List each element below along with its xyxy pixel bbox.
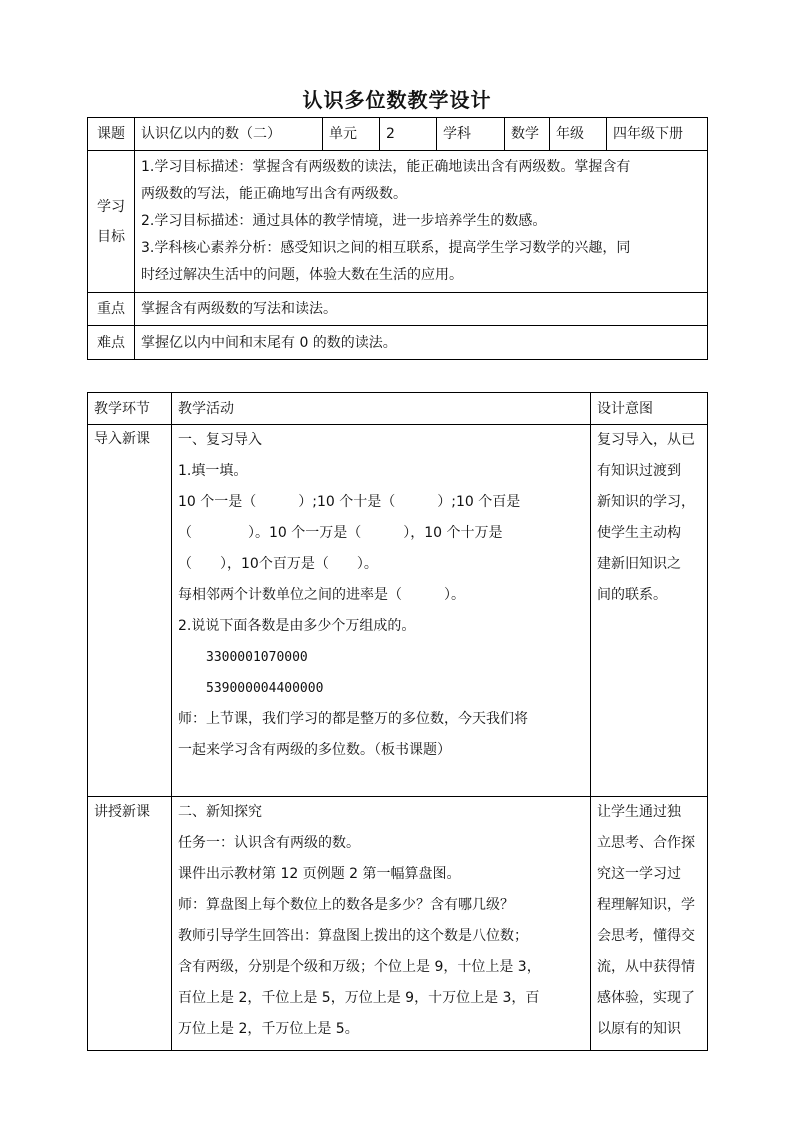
intent-line: 会思考，懂得交 xyxy=(597,928,695,944)
difficulty-value: 掌握亿以内中间和末尾有 0 的数的读法。 xyxy=(135,326,708,360)
intent-line: 新知识的学习， xyxy=(597,494,695,510)
lesson-plan-table xyxy=(87,392,708,1051)
goal-line: 1.学习目标描述：掌握含有两级数的读法，能正确地读出含有两级数。掌握含有 xyxy=(141,159,631,175)
activity-line: 师：算盘图上每个数位上的数各是多少？含有哪几级？ xyxy=(178,897,514,913)
intent-line: 间的联系。 xyxy=(597,587,667,603)
number-item: 1070000 xyxy=(252,650,308,665)
intent-line: 建新旧知识之 xyxy=(597,556,681,572)
grade-label: 年级 xyxy=(550,118,607,151)
subject-label: 学科 xyxy=(437,118,505,151)
goal-line: 两级数的写法，能正确地写出含有两级数。 xyxy=(141,186,407,202)
activity-line: 2.说说下面各数是由多少个万组成的。 xyxy=(178,618,416,634)
intent-line: 感体验，实现了 xyxy=(597,990,695,1006)
number-item: 330000 xyxy=(206,650,253,665)
activity-line: 每相邻两个计数单位之间的进率是（ ）。 xyxy=(178,587,465,603)
activity-line: （ ），10个百万是（ ）。 xyxy=(178,556,378,572)
activity-line: 含有两级，分别是个级和万级；个位上是 9，十位上是 3， xyxy=(178,959,541,975)
activity-new-lesson xyxy=(172,797,591,1051)
grade-value: 四年级下册 xyxy=(607,118,708,151)
info-table xyxy=(87,117,708,360)
activity-line: 任务一：认识含有两级的数。 xyxy=(178,835,360,851)
goals-label-line-2: 目标 xyxy=(97,228,125,245)
goal-line: 3.学科核心素养分析：感受知识之间的相互联系，提高学生学习数学的兴趣，同 xyxy=(141,240,631,256)
stage-intro: 导入新课 xyxy=(88,425,172,797)
course-label: 课题 xyxy=(88,118,135,151)
unit-label: 单元 xyxy=(323,118,380,151)
key-label: 重点 xyxy=(88,293,135,326)
stage-new-lesson: 讲授新课 xyxy=(88,797,172,1051)
activity-line: 一、复习导入 xyxy=(178,432,262,448)
intent-line: 以原有的知识 xyxy=(597,1021,681,1037)
header-intent: 设计意图 xyxy=(591,393,708,425)
intent-line: 立思考、合作探 xyxy=(597,835,695,851)
goals-content xyxy=(135,151,708,293)
goal-line: 时经过解决生活中的问题，体验大数在生活的应用。 xyxy=(141,267,463,283)
subject-value: 数学 xyxy=(505,118,550,151)
activity-line: 10 个一是（ ）;10 个十是（ ）;10 个百是 xyxy=(178,494,521,510)
activity-line: 百位上是 2，千位上是 5，万位上是 9，十万位上是 3，百 xyxy=(178,990,540,1006)
activity-line: 师：上节课，我们学习的都是整万的多位数，今天我们将 xyxy=(178,711,528,727)
intent-intro xyxy=(591,425,708,797)
activity-intro xyxy=(172,425,591,797)
number-item: 4400000 xyxy=(268,681,324,696)
intent-line: 复习导入，从已 xyxy=(597,432,695,448)
number-item: 53900000 xyxy=(206,681,269,696)
intent-line: 使学生主动构 xyxy=(597,525,681,541)
activity-line: 万位上是 2，千万位上是 5。 xyxy=(178,1021,359,1037)
goals-label-line-1: 学习 xyxy=(97,198,125,215)
intent-line: 让学生通过独 xyxy=(597,804,681,820)
activity-line: 课件出示教材第 12 页例题 2 第一幅算盘图。 xyxy=(178,866,461,882)
course-value: 认识亿以内的数（二） xyxy=(135,118,323,151)
key-value: 掌握含有两级数的写法和读法。 xyxy=(135,293,708,326)
intent-line: 究这一学习过 xyxy=(597,866,681,882)
page-title: 认识多位数教学设计 xyxy=(302,88,492,112)
intent-line: 流，从中获得情 xyxy=(597,959,695,975)
header-activity: 教学活动 xyxy=(172,393,591,425)
goals-label xyxy=(88,151,135,293)
difficulty-label: 难点 xyxy=(88,326,135,360)
goal-line: 2.学习目标描述：通过具体的教学情境，进一步培养学生的数感。 xyxy=(141,213,547,229)
header-stage: 教学环节 xyxy=(88,393,172,425)
activity-line: 1.填一填。 xyxy=(178,463,248,479)
activity-line: 二、新知探究 xyxy=(178,804,262,820)
intent-line: 有知识过渡到 xyxy=(597,463,681,479)
intent-line: 程理解知识，学 xyxy=(597,897,695,913)
number-row xyxy=(178,673,584,704)
unit-value: 2 xyxy=(380,118,437,151)
number-row xyxy=(178,642,584,673)
activity-line: （ ）。10 个一万是（ ），10 个十万是 xyxy=(178,525,503,541)
activity-line: 教师引导学生回答出：算盘图上拨出的这个数是八位数； xyxy=(178,928,528,944)
activity-line: 一起来学习含有两级的多位数。（板书课题） xyxy=(178,742,451,758)
intent-new-lesson xyxy=(591,797,708,1051)
